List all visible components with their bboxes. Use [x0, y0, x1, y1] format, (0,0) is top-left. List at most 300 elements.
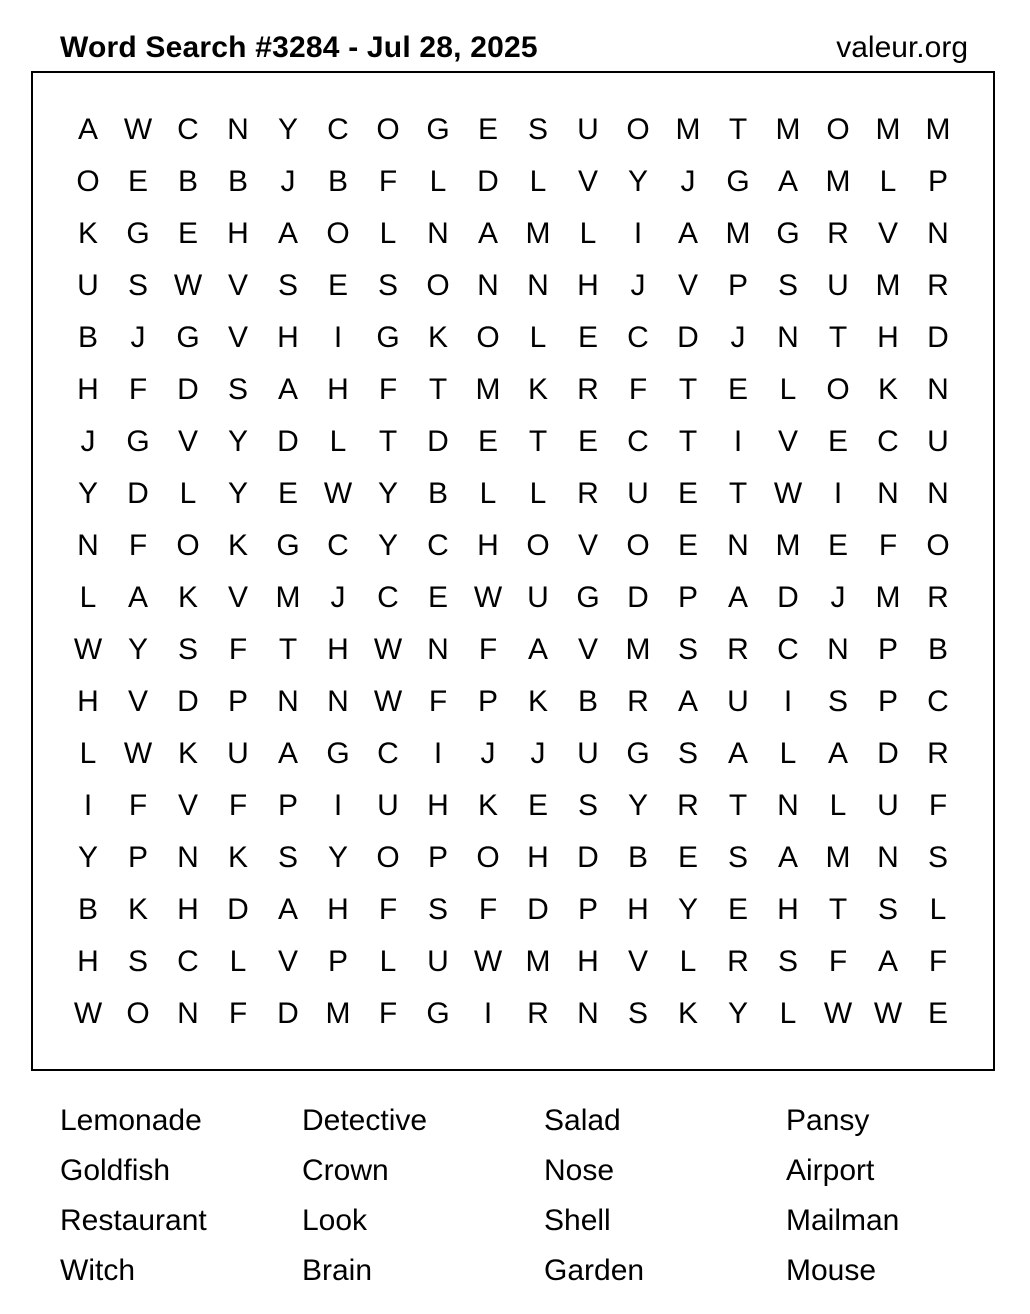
grid-letter: E — [177, 217, 198, 250]
grid-letter: K — [677, 997, 698, 1030]
grid-letter: H — [877, 321, 899, 354]
grid-letter: D — [627, 581, 649, 614]
grid-letter: L — [579, 217, 597, 250]
grid-letter: C — [427, 529, 449, 562]
grid-letter: T — [828, 893, 848, 926]
grid-letter: V — [577, 165, 598, 198]
grid-letter: R — [727, 945, 749, 978]
grid-letter: S — [577, 789, 598, 822]
grid-letter: N — [577, 997, 599, 1030]
grid-letter: N — [177, 841, 199, 874]
grid-letter: W — [173, 269, 203, 302]
grid-letter: Y — [377, 477, 398, 510]
grid-letter: D — [477, 165, 499, 198]
grid-letter: J — [730, 321, 746, 354]
grid-letter: G — [426, 113, 450, 146]
grid-letter: N — [427, 633, 449, 666]
grid-letter: V — [227, 269, 248, 302]
grid-letter: J — [130, 321, 146, 354]
grid-letter: N — [227, 113, 249, 146]
grid-letter: L — [529, 477, 547, 510]
grid-letter: V — [277, 945, 298, 978]
grid-letter: D — [277, 997, 299, 1030]
grid-letter: V — [127, 685, 148, 718]
grid-letter: R — [727, 633, 749, 666]
grid-letter: V — [177, 789, 198, 822]
grid-letter: B — [177, 165, 198, 198]
grid-letter: F — [878, 529, 898, 562]
grid-letter: L — [379, 945, 397, 978]
grid-letter: H — [777, 893, 799, 926]
grid-letter: O — [376, 841, 400, 874]
grid-letter: T — [728, 477, 748, 510]
grid-letter: N — [77, 529, 99, 562]
grid-letter: N — [177, 997, 199, 1030]
grid-letter: D — [177, 373, 199, 406]
grid-letter: S — [127, 269, 148, 302]
grid-letter: S — [827, 685, 848, 718]
grid-letter: L — [529, 321, 547, 354]
word-list-item: Mouse — [786, 1254, 877, 1287]
grid-letter: P — [727, 269, 748, 302]
grid-letter: P — [127, 841, 148, 874]
grid-letter: U — [377, 789, 399, 822]
grid-letter: D — [577, 841, 599, 874]
grid-letter: G — [726, 165, 750, 198]
grid-letter: O — [326, 217, 350, 250]
grid-letter: F — [928, 789, 948, 822]
grid-letter: I — [483, 997, 493, 1030]
grid-letter: F — [428, 685, 448, 718]
grid-letter: S — [777, 945, 798, 978]
grid-letter: D — [877, 737, 899, 770]
grid-letter: M — [675, 113, 701, 146]
grid-letter: A — [127, 581, 148, 614]
grid-letter: H — [77, 945, 99, 978]
grid-letter: W — [473, 581, 503, 614]
grid-letter: H — [327, 893, 349, 926]
grid-letter: I — [833, 477, 843, 510]
grid-letter: F — [378, 997, 398, 1030]
grid-letter: H — [277, 321, 299, 354]
grid-letter: M — [925, 113, 951, 146]
grid-letter: I — [333, 321, 343, 354]
grid-letter: K — [527, 373, 548, 406]
grid-letter: L — [529, 165, 547, 198]
grid-letter: C — [877, 425, 899, 458]
grid-letter: E — [727, 893, 748, 926]
grid-letter: J — [530, 737, 546, 770]
grid-letter: U — [927, 425, 949, 458]
grid-letter: L — [779, 997, 797, 1030]
grid-letter: V — [227, 581, 248, 614]
word-list-item: Crown — [302, 1154, 389, 1187]
word-list-item: Pansy — [786, 1104, 870, 1137]
grid-letter: M — [525, 217, 551, 250]
grid-letter: S — [677, 633, 698, 666]
grid-letter: S — [727, 841, 748, 874]
word-list-item: Mailman — [786, 1204, 900, 1237]
grid-letter: W — [373, 685, 403, 718]
grid-letter: Y — [627, 789, 648, 822]
grid-letter: M — [825, 841, 851, 874]
grid-letter: K — [127, 893, 148, 926]
grid-letter: G — [626, 737, 650, 770]
grid-letter: L — [329, 425, 347, 458]
grid-letter: E — [127, 165, 148, 198]
grid-letter: V — [577, 633, 598, 666]
word-list-item: Salad — [544, 1104, 621, 1137]
grid-letter: U — [77, 269, 99, 302]
grid-letter: M — [725, 217, 751, 250]
grid-letter: M — [625, 633, 651, 666]
grid-letter: R — [577, 373, 599, 406]
grid-letter: W — [73, 997, 103, 1030]
grid-letter: C — [327, 529, 349, 562]
grid-letter: V — [877, 217, 898, 250]
grid-letter: O — [626, 113, 650, 146]
grid-letter: A — [827, 737, 848, 770]
grid-letter: Y — [627, 165, 648, 198]
grid-letter: E — [827, 529, 848, 562]
grid-letter: U — [627, 477, 649, 510]
grid-letter: Y — [77, 477, 98, 510]
grid-letter: A — [877, 945, 898, 978]
grid-letter: H — [327, 633, 349, 666]
grid-letter: V — [577, 529, 598, 562]
grid-letter: P — [277, 789, 298, 822]
word-list-item: Lemonade — [60, 1104, 202, 1137]
grid-letter: U — [427, 945, 449, 978]
grid-letter: H — [227, 217, 249, 250]
grid-letter: L — [179, 477, 197, 510]
grid-letter: G — [326, 737, 350, 770]
grid-letter: N — [277, 685, 299, 718]
grid-letter: C — [327, 113, 349, 146]
grid-letter: M — [475, 373, 501, 406]
grid-letter: U — [577, 113, 599, 146]
grid-letter: F — [478, 893, 498, 926]
grid-letter: N — [927, 217, 949, 250]
grid-letter: F — [378, 893, 398, 926]
grid-letter: H — [477, 529, 499, 562]
puzzle-title: Word Search #3284 - Jul 28, 2025 — [60, 31, 538, 64]
grid-letter: J — [480, 737, 496, 770]
grid-letter: P — [877, 633, 898, 666]
grid-letter: M — [325, 997, 351, 1030]
grid-letter: E — [427, 581, 448, 614]
grid-letter: T — [678, 425, 698, 458]
grid-letter: S — [927, 841, 948, 874]
grid-letter: L — [829, 789, 847, 822]
grid-letter: S — [427, 893, 448, 926]
grid-letter: E — [827, 425, 848, 458]
grid-letter: E — [577, 425, 598, 458]
grid-letter: F — [228, 633, 248, 666]
grid-letter: Y — [227, 477, 248, 510]
word-list-item: Airport — [786, 1154, 875, 1187]
grid-letter: E — [727, 373, 748, 406]
grid-letter: O — [476, 321, 500, 354]
grid-letter: D — [777, 581, 799, 614]
grid-letter: U — [877, 789, 899, 822]
grid-letter: N — [827, 633, 849, 666]
grid-letter: H — [427, 789, 449, 822]
grid-letter: O — [376, 113, 400, 146]
grid-letter: S — [277, 269, 298, 302]
grid-letter: N — [327, 685, 349, 718]
grid-letter: I — [83, 789, 93, 822]
grid-letter: L — [229, 945, 247, 978]
grid-letter: F — [128, 373, 148, 406]
grid-letter: A — [727, 737, 748, 770]
letter-grid — [63, 104, 963, 1040]
grid-letter: R — [927, 269, 949, 302]
grid-letter: I — [783, 685, 793, 718]
grid-letter: R — [927, 737, 949, 770]
word-list-item: Garden — [544, 1254, 645, 1287]
grid-letter: W — [473, 945, 503, 978]
grid-letter: L — [379, 217, 397, 250]
grid-letter: F — [628, 373, 648, 406]
grid-letter: N — [777, 321, 799, 354]
grid-letter: L — [429, 165, 447, 198]
grid-letter: F — [128, 789, 148, 822]
grid-letter: O — [526, 529, 550, 562]
grid-letter: H — [77, 685, 99, 718]
grid-letter: C — [177, 945, 199, 978]
grid-letter: F — [378, 373, 398, 406]
grid-letter: A — [677, 685, 698, 718]
grid-letter: S — [527, 113, 548, 146]
grid-letter: O — [926, 529, 950, 562]
grid-letter: W — [773, 477, 803, 510]
word-list-item: Goldfish — [60, 1154, 171, 1187]
grid-letter: E — [577, 321, 598, 354]
grid-letter: J — [830, 581, 846, 614]
grid-letter: O — [626, 529, 650, 562]
grid-letter: P — [427, 841, 448, 874]
grid-letter: W — [123, 737, 153, 770]
grid-letter: W — [73, 633, 103, 666]
grid-letter: N — [427, 217, 449, 250]
grid-letter: T — [828, 321, 848, 354]
grid-letter: H — [327, 373, 349, 406]
grid-letter: L — [679, 945, 697, 978]
grid-letter: E — [327, 269, 348, 302]
grid-letter: S — [127, 945, 148, 978]
grid-letter: D — [177, 685, 199, 718]
grid-letter: M — [775, 113, 801, 146]
grid-letter: H — [77, 373, 99, 406]
grid-letter: N — [727, 529, 749, 562]
grid-letter: K — [427, 321, 448, 354]
word-list-item: Witch — [60, 1254, 135, 1287]
grid-letter: F — [928, 945, 948, 978]
grid-letter: A — [477, 217, 498, 250]
grid-letter: U — [577, 737, 599, 770]
grid-letter: G — [776, 217, 800, 250]
grid-letter: T — [428, 373, 448, 406]
grid-letter: Y — [727, 997, 748, 1030]
grid-letter: O — [826, 373, 850, 406]
grid-letter: B — [77, 893, 98, 926]
word-list-item: Look — [302, 1204, 368, 1237]
grid-letter: C — [927, 685, 949, 718]
grid-letter: E — [677, 841, 698, 874]
grid-letter: C — [377, 737, 399, 770]
grid-letter: C — [177, 113, 199, 146]
grid-letter: T — [278, 633, 298, 666]
grid-letter: B — [577, 685, 598, 718]
grid-letter: R — [627, 685, 649, 718]
word-list-item: Shell — [544, 1204, 611, 1237]
grid-letter: D — [227, 893, 249, 926]
grid-letter: T — [728, 113, 748, 146]
grid-letter: F — [478, 633, 498, 666]
grid-letter: C — [377, 581, 399, 614]
grid-letter: U — [527, 581, 549, 614]
grid-letter: E — [277, 477, 298, 510]
grid-letter: A — [277, 893, 298, 926]
grid-letter: I — [633, 217, 643, 250]
grid-letter: V — [627, 945, 648, 978]
grid-letter: L — [479, 477, 497, 510]
grid-letter: M — [875, 113, 901, 146]
grid-letter: I — [433, 737, 443, 770]
grid-letter: E — [527, 789, 548, 822]
grid-letter: R — [527, 997, 549, 1030]
grid-letter: V — [777, 425, 798, 458]
grid-letter: D — [427, 425, 449, 458]
grid-letter: A — [777, 841, 798, 874]
grid-letter: G — [576, 581, 600, 614]
grid-letter: D — [677, 321, 699, 354]
grid-letter: F — [828, 945, 848, 978]
grid-letter: T — [528, 425, 548, 458]
grid-letter: D — [277, 425, 299, 458]
grid-letter: Y — [377, 529, 398, 562]
grid-letter: S — [277, 841, 298, 874]
grid-letter: S — [777, 269, 798, 302]
grid-letter: M — [525, 945, 551, 978]
grid-letter: D — [527, 893, 549, 926]
grid-letter: O — [176, 529, 200, 562]
grid-letter: L — [779, 373, 797, 406]
word-list — [60, 1096, 1030, 1296]
grid-letter: O — [426, 269, 450, 302]
grid-letter: T — [728, 789, 748, 822]
grid-letter: F — [378, 165, 398, 198]
grid-letter: O — [476, 841, 500, 874]
grid-letter: Y — [277, 113, 298, 146]
grid-letter: P — [927, 165, 948, 198]
grid-letter: U — [727, 685, 749, 718]
grid-letter: H — [627, 893, 649, 926]
grid-letter: P — [327, 945, 348, 978]
grid-letter: I — [333, 789, 343, 822]
grid-letter: E — [927, 997, 948, 1030]
grid-letter: N — [877, 477, 899, 510]
grid-letter: O — [826, 113, 850, 146]
grid-letter: L — [779, 737, 797, 770]
grid-letter: K — [877, 373, 898, 406]
grid-letter: J — [630, 269, 646, 302]
site-name: valeur.org — [836, 31, 968, 64]
grid-letter: F — [128, 529, 148, 562]
grid-letter: V — [677, 269, 698, 302]
grid-letter: A — [677, 217, 698, 250]
grid-letter: E — [477, 425, 498, 458]
grid-letter: L — [929, 893, 947, 926]
grid-letter: O — [76, 165, 100, 198]
grid-letter: A — [277, 217, 298, 250]
grid-letter: Y — [227, 425, 248, 458]
grid-letter: A — [527, 633, 548, 666]
grid-letter: S — [177, 633, 198, 666]
grid-letter: C — [627, 425, 649, 458]
grid-letter: D — [127, 477, 149, 510]
grid-letter: H — [577, 945, 599, 978]
grid-letter: P — [227, 685, 248, 718]
page-header — [60, 28, 968, 68]
grid-letter: E — [477, 113, 498, 146]
grid-letter: E — [677, 477, 698, 510]
grid-letter: G — [126, 217, 150, 250]
grid-letter: N — [527, 269, 549, 302]
grid-letter: N — [927, 477, 949, 510]
grid-letter: H — [577, 269, 599, 302]
grid-letter: N — [927, 373, 949, 406]
word-list-item: Brain — [302, 1254, 373, 1287]
grid-letter: S — [677, 737, 698, 770]
grid-letter: S — [877, 893, 898, 926]
grid-letter: M — [875, 581, 901, 614]
grid-letter: F — [228, 997, 248, 1030]
grid-letter: B — [427, 477, 448, 510]
word-list-item: Detective — [302, 1104, 428, 1137]
grid-letter: C — [627, 321, 649, 354]
grid-letter: M — [825, 165, 851, 198]
grid-letter: A — [277, 737, 298, 770]
grid-letter: N — [877, 841, 899, 874]
word-list-item: Nose — [544, 1154, 615, 1187]
grid-letter: I — [733, 425, 743, 458]
grid-letter: W — [123, 113, 153, 146]
grid-letter: B — [77, 321, 98, 354]
grid-letter: N — [477, 269, 499, 302]
grid-letter: R — [677, 789, 699, 822]
grid-letter: G — [376, 321, 400, 354]
grid-letter: H — [177, 893, 199, 926]
grid-letter: B — [327, 165, 348, 198]
grid-letter: G — [426, 997, 450, 1030]
grid-letter: W — [373, 633, 403, 666]
grid-letter: J — [280, 165, 296, 198]
grid-letter: B — [927, 633, 948, 666]
grid-letter: A — [277, 373, 298, 406]
grid-letter: F — [228, 789, 248, 822]
grid-letter: B — [627, 841, 648, 874]
grid-letter: Y — [77, 841, 98, 874]
grid-letter: M — [875, 269, 901, 302]
grid-letter: K — [527, 685, 548, 718]
grid-letter: K — [227, 529, 248, 562]
grid-letter: A — [727, 581, 748, 614]
grid-letter: K — [77, 217, 98, 250]
grid-letter: S — [627, 997, 648, 1030]
grid-letter: P — [677, 581, 698, 614]
